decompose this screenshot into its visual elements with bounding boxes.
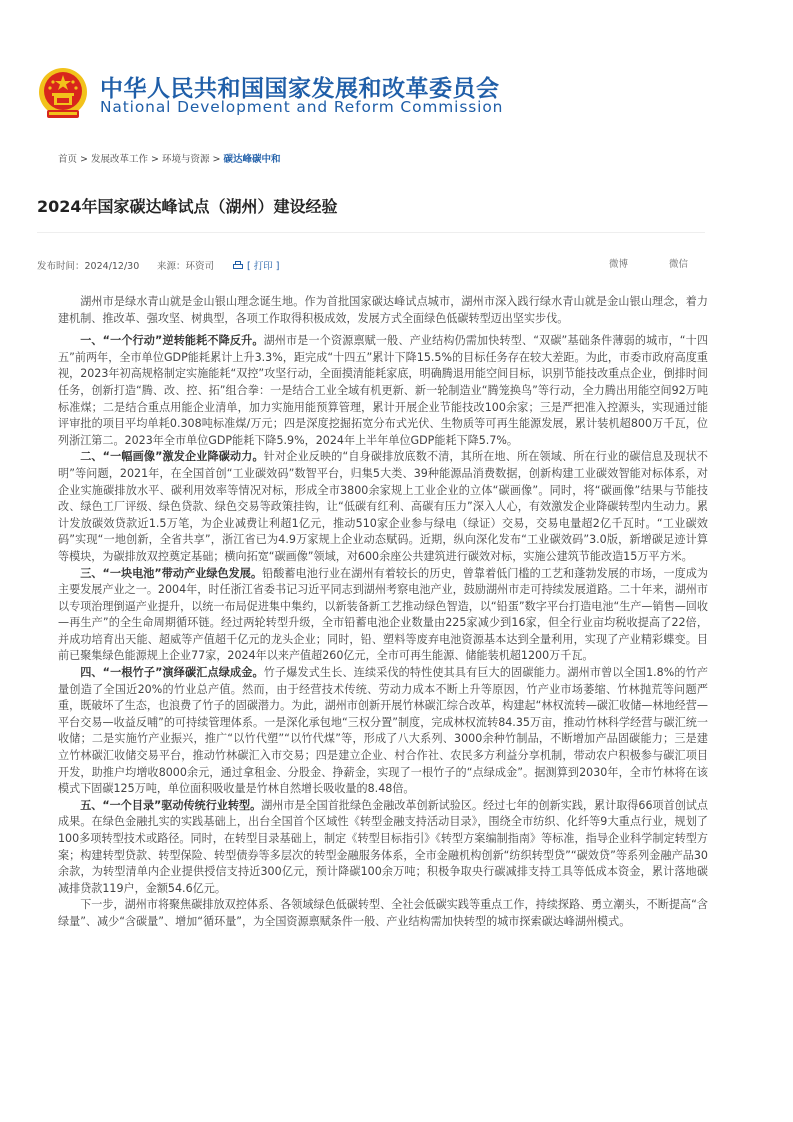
print-button[interactable]	[233, 258, 279, 272]
publish-label: 发布时间：	[37, 261, 85, 272]
paragraph-intro	[58, 294, 708, 327]
breadcrumb-current[interactable]: 碳达峰碳中和	[223, 154, 281, 165]
paragraph-section-5	[58, 798, 708, 898]
section-heading: 五、“一个目录”驱动传统行业转型。	[80, 798, 262, 812]
section-heading: 二、“一幅画像”激发企业降碳动力。	[80, 450, 264, 464]
paragraph-text: 针对企业反映的“自身碳排放底数不清，其所在地、所在领域、所在行业的碳信息及现状不明”等问题，2021年，在全国首创“工业碳效码”数智平台，归集5大类、39种能源品消费数据，创新构建工业碳效智能对标体系，对企业实施碳排放水平、碳利用效率等情况对标，形成全市3800余家规上工业企业的立体“碳画像”。同时，将“碳画像”结果与节能技改、绿色工厂评级、绿色贷款、绿色交易等政策挂钩，让“低碳有红利、高碳有压力”深入人心，有效激发企业降碳转型内生动力。累计发放碳效贷款近1.5万笔，为企业减费让利超1亿元，推动510家企业参与绿电（绿证）交易，交易电量超2亿千瓦时。“工业碳效码”实现“一地创新，全省共享”，浙江省已为4.9万家规上企业动态赋码。近期，纵向深化发布“工业碳效码”3.0版，新增碳足迹计算等模块，为碳排放双控奠定基础；横向拓宽“碳画像”领域，对600余座公共建筑进行碳效对标，实施公建筑节能改造15万平方米。	[58, 450, 708, 563]
national-emblem-logo[interactable]	[37, 66, 89, 122]
paragraph-text: 湖州市是一个资源禀赋一般、产业结构仍需加快转型、“双碳”基础条件薄弱的城市，“十四五”前两年，全市单位GDP能耗累计上升3.3%，距完成“十四五”累计下降15.5%的目标任务存在较大差距。为此，市委市政府高度重视，2023年初高规格制定实施能耗“双控”攻坚行动，全面摸清能耗家底，明确腾退用能空间目标，识别节能技改重点企业，倒排时间任务，创新打造“腾、改、控、拓”组合拳：一是结合工业全域有机更新、新一轮制造业“腾笼换鸟”等行动，全力腾出用能空间92万吨标准煤；二是结合重点用能企业清单，加力实施用能预算管理，累计开展企业节能技改100余家；三是严把准入控源头，实现通过能评审批的项目平均单耗0.308吨标准煤/万元；四是深度挖掘拓宽分布式光伏、生物质等可再生能源发展，累计装机超800万千瓦，位列浙江第二。2023年全市单位GDP能耗下降5.9%，2024年上半年单位GDP能耗下降5.7%。	[58, 334, 709, 447]
paragraph-text: 竹子爆发式生长、连续采伐的特性使其具有巨大的固碳能力。湖州市曾以全国1.8%的竹产量创造了全国近20%的竹业总产值。然而，由于经营技术传统、劳动力成本不断上升等原因，竹产业市场萎缩、竹林抛荒等问题严重，既破坏了生态，也浪费了竹子的固碳潜力。为此，湖州市创新开展竹林碳汇综合改革，构建起“林权流转—碳汇收储—林地经营—平台交易—收益反哺”的可持续管理体系。一是深化承包地“三权分置”制度，完成林权流转84.35万亩，推动竹林科学经营与碳汇统一收储；二是实施竹产业振兴，推广“以竹代塑”“以竹代煤”等，形成了八大系列、3000余种竹制品，不断增加产品固碳能力；三是建立竹林碳汇收储交易平台，推动竹林碳汇入市交易；四是建立企业、村合作社、农民多方利益分享机制，带动农户积极参与碳汇项目开发，助推户均增收8000余元，通过拿租金、分股金、挣薪金，实现了一根竹子的“点绿成金”。据测算到2030年，全市竹林将在该模式下固碳125万吨，单位面积吸收量是竹林自然增长吸收量的8.48倍。	[58, 666, 708, 796]
printer-icon	[233, 261, 243, 270]
share-weibo-button[interactable]: 微博	[609, 259, 629, 270]
paragraph-section-1	[58, 333, 708, 449]
section-heading: 一、“一个行动”逆转能耗不降反升。	[80, 334, 264, 348]
article-title: 2024年国家碳达峰试点（湖州）建设经验	[37, 197, 338, 216]
org-name-cn: 中华人民共和国国家发展和改革委员会	[100, 76, 500, 102]
section-heading: 四、“一根竹子”演绎碳汇点绿成金。	[80, 666, 264, 680]
breadcrumb	[58, 151, 280, 165]
publish-date	[37, 258, 139, 272]
breadcrumb-separator: >	[151, 154, 159, 165]
breadcrumb-reform-work[interactable]: 发展改革工作	[90, 154, 148, 165]
breadcrumb-home[interactable]: 首页	[58, 154, 78, 165]
paragraph-next-steps	[58, 897, 708, 930]
article-body	[58, 294, 708, 931]
paragraph-section-3	[58, 566, 708, 666]
print-label: [ 打印 ]	[247, 261, 280, 272]
paragraph-text: 湖州市是全国首批绿色金融改革创新试验区。经过七年的创新实践，累计取得66项首创试点成果。在绿色金融扎实的实践基础上，出台全国首个区域性《转型金融支持活动目录》，围绕全市纺织、化纤等9大重点行业，规划了100多项转型技术或路径。同时，在转型目录基础上，制定《转型目标指引》《转型方案编制指南》等标准，指导企业科学制定转型方案；构建转型贷款、转型保险、转型债券等多层次的转型金融服务体系，全市金融机构创新“纺织转型贷”“碳效贷”等系列金融产品30余款，为转型清单内企业提供授信支持近300亿元，预计降碳100余万吨；积极争取央行碳减排支持工具等低成本资金，累计落地碳减排贷款119户，金额54.6亿元。	[58, 798, 708, 895]
paragraph-text: 下一步，湖州市将聚焦碳排放双控体系、各领域绿色低碳转型、全社会低碳实践等重点工作，持续探路、勇立潮头，不断提高“含绿量”、减少“含碳量”、增加“循环量”，为全国资源禀赋条件一般、产业结构需加快转型的城市探索碳达峰湖州模式。	[58, 898, 708, 928]
breadcrumb-separator: >	[80, 154, 88, 165]
article-source	[157, 258, 214, 272]
paragraph-text: 湖州市是绿水青山就是金山银山理念诞生地。作为首批国家碳达峰试点城市，湖州市深入践行绿水青山就是金山银山理念，着力建机制、推改革、强攻坚、树典型，各项工作取得积极成效，发展方式全面绿色低碳转型迈出坚实步伐。	[58, 295, 708, 325]
section-heading: 三、“一块电池”带动产业绿色发展。	[80, 566, 263, 580]
breadcrumb-separator: >	[212, 154, 221, 165]
org-name-en: National Development and Reform Commission	[100, 98, 504, 116]
source-value: 环资司	[185, 261, 215, 272]
paragraph-section-4	[58, 665, 708, 798]
publish-date-value: 2024/12/30	[84, 261, 140, 272]
source-label: 来源：	[157, 261, 186, 272]
share-wechat-button[interactable]: 微信	[669, 259, 689, 270]
title-divider	[37, 232, 705, 233]
paragraph-text: 铅酸蓄电池行业在湖州有着较长的历史，曾靠着低门槛的工艺和蓬勃发展的市场，一度成为主要发展产业之一。2004年，时任浙江省委书记习近平同志到湖州考察电池产业，鼓励湖州市走可持续发展道路。二十年来，湖州市以专项治理倒逼产业提升，以统一布局促进集中集约，以新装备新工艺推动绿色智造，以“铅蛋”数字平台打造电池“生产—销售—回收—再生产”的全生命周期循环链。经过两轮转型升级，全市铅蓄电池企业数量由225家减少到16家，但全行业亩均税收提高了22倍，并成功培育出天能、超威等产值超千亿元的龙头企业；同时，铅、塑料等废弃电池资源基本达到全量利用，实现了产业精彩蝶变。目前已聚集绿色能源规上企业77家，2024年以来产值超260亿元，全市可再生能源、储能装机超1200万千瓦。	[58, 566, 708, 663]
breadcrumb-environment[interactable]: 环境与资源	[161, 154, 210, 165]
paragraph-section-2	[58, 449, 708, 565]
